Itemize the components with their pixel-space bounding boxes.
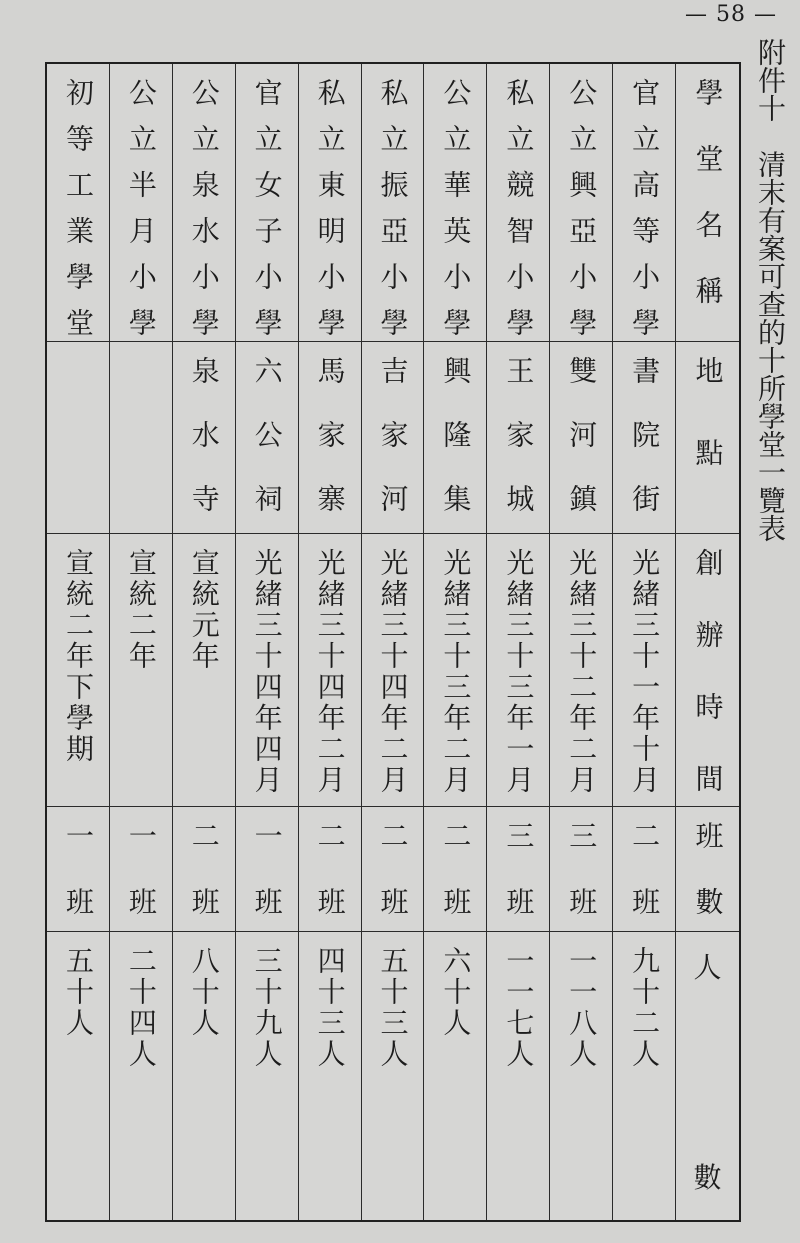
headcount-cell	[110, 932, 173, 1220]
school-name-cell	[424, 64, 487, 354]
location-text: 王家城	[502, 356, 536, 548]
founded-text: 宣統二年	[124, 548, 158, 672]
founded-text: 光緒三十四年二月	[313, 548, 347, 796]
header-cell-people	[676, 932, 739, 1220]
headcount-text: 四十三人	[313, 946, 347, 1070]
founded-text: 光緒三十二年二月	[565, 548, 599, 796]
class-count-text: 一班	[124, 821, 158, 953]
header-label: 學堂名稱	[691, 78, 725, 342]
table-caption	[750, 38, 790, 542]
header-label: 創辦時間	[691, 548, 725, 836]
appendix-label: 附件十	[754, 38, 787, 122]
founded-cell	[613, 534, 676, 807]
headcount-text: 二十四人	[124, 946, 158, 1070]
founded-text: 宣統元年	[187, 548, 221, 672]
school-name-cell	[299, 64, 362, 354]
class-count-cell	[236, 807, 299, 953]
founded-cell	[487, 534, 550, 807]
headcount-cell	[424, 932, 487, 1220]
class-count-cell	[550, 807, 613, 953]
location-text: 書院街	[628, 356, 662, 548]
header-cell-place	[676, 342, 739, 534]
class-count-cell	[299, 807, 362, 953]
class-count-cell	[110, 807, 173, 953]
founded-cell	[299, 534, 362, 807]
location-cell	[613, 342, 676, 548]
school-name-text: 私立振亞小學	[376, 78, 410, 354]
headcount-cell	[173, 932, 236, 1220]
headcount-text: 一一八人	[565, 946, 599, 1070]
school-name-cell	[550, 64, 613, 354]
location-cell	[362, 342, 425, 548]
school-name-cell	[47, 64, 110, 354]
location-cell	[110, 342, 173, 534]
school-name-cell	[613, 64, 676, 354]
class-count-text: 一班	[61, 821, 95, 953]
founded-text: 光緒三十三年一月	[502, 548, 536, 796]
headcount-text: 八十人	[187, 946, 221, 1039]
headcount-text: 三十九人	[250, 946, 284, 1070]
school-name-text: 公立華英小學	[439, 78, 473, 354]
location-cell	[299, 342, 362, 548]
header-people-label	[694, 946, 722, 1220]
founded-cell	[550, 534, 613, 807]
class-count-text: 二班	[376, 821, 410, 953]
founded-cell	[47, 534, 110, 807]
header-people-char: 數	[693, 1161, 722, 1194]
headcount-text: 六十人	[439, 946, 473, 1039]
founded-cell	[236, 534, 299, 807]
school-name-text: 私立競智小學	[502, 78, 536, 354]
headcount-text: 五十人	[61, 946, 95, 1039]
founded-cell	[424, 534, 487, 807]
location-cell	[236, 342, 299, 548]
header-cell-classes	[676, 807, 739, 953]
class-count-cell	[613, 807, 676, 953]
class-count-text: 二班	[439, 821, 473, 953]
school-name-text: 公立泉水小學	[187, 78, 221, 354]
headcount-cell	[487, 932, 550, 1220]
founded-cell	[110, 534, 173, 807]
headcount-cell	[362, 932, 425, 1220]
class-count-cell	[362, 807, 425, 953]
school-name-text: 官立高等小學	[628, 78, 662, 354]
location-text: 雙河鎮	[565, 356, 599, 548]
class-count-text: 二班	[628, 821, 662, 953]
location-cell	[424, 342, 487, 548]
school-name-cell	[110, 64, 173, 354]
location-cell	[487, 342, 550, 548]
headcount-text: 一一七人	[502, 946, 536, 1070]
school-name-cell	[487, 64, 550, 354]
location-text: 泉水寺	[187, 356, 221, 548]
location-text: 馬家寨	[313, 356, 347, 548]
class-count-text: 二班	[187, 821, 221, 953]
location-cell	[173, 342, 236, 548]
location-cell	[47, 342, 110, 534]
class-count-cell	[47, 807, 110, 953]
headcount-cell	[236, 932, 299, 1220]
founded-text: 宣統二年下學期	[61, 548, 95, 765]
school-name-text: 公立半月小學	[124, 78, 158, 354]
school-name-text: 公立興亞小學	[565, 78, 599, 354]
school-name-text: 私立東明小學	[313, 78, 347, 354]
class-count-text: 三班	[565, 821, 599, 953]
class-count-text: 三班	[502, 821, 536, 953]
class-count-cell	[424, 807, 487, 953]
headcount-cell	[613, 932, 676, 1220]
header-label: 地點	[691, 356, 725, 520]
class-count-cell	[173, 807, 236, 953]
location-cell	[550, 342, 613, 548]
header-cell-founded	[676, 534, 739, 836]
founded-cell	[362, 534, 425, 807]
header-label: 班數	[691, 821, 725, 953]
headcount-text: 五十三人	[376, 946, 410, 1070]
founded-cell	[173, 534, 236, 807]
founded-text: 光緒三十四年四月	[250, 548, 284, 796]
founded-text: 光緒三十一年十月	[628, 548, 662, 796]
school-name-cell	[362, 64, 425, 354]
location-text: 六公祠	[250, 356, 284, 548]
headcount-cell	[47, 932, 110, 1220]
page-number: — 58 —	[685, 2, 777, 27]
school-table-grid	[47, 64, 739, 1220]
school-name-cell	[173, 64, 236, 354]
class-count-text: 二班	[313, 821, 347, 953]
school-name-cell	[236, 64, 299, 354]
location-text: 興隆集	[439, 356, 473, 548]
headcount-text: 九十二人	[628, 946, 662, 1070]
school-name-text: 初等工業學堂	[61, 78, 95, 354]
founded-text: 光緒三十四年二月	[376, 548, 410, 796]
location-text: 吉家河	[376, 356, 410, 548]
class-count-cell	[487, 807, 550, 953]
class-count-text: 一班	[250, 821, 284, 953]
header-cell-name	[676, 64, 739, 342]
headcount-cell	[550, 932, 613, 1220]
school-table	[45, 62, 741, 1222]
founded-text: 光緒三十三年二月	[439, 548, 473, 796]
headcount-cell	[299, 932, 362, 1220]
header-people-char: 人	[693, 951, 722, 984]
table-title: 清末有案可查的十所學堂一覽表	[754, 150, 787, 542]
school-name-text: 官立女子小學	[250, 78, 284, 354]
